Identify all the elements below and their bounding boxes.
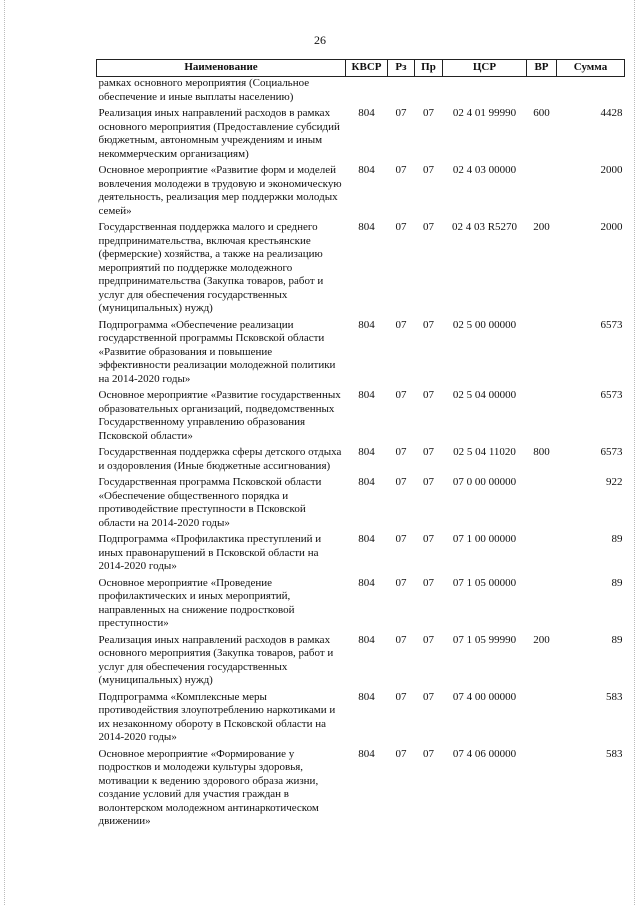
cell-rz: 07 [395,318,407,331]
cell-csr: 02 5 04 11020 [453,446,516,458]
cell-kvsr: 804 [358,533,375,545]
cell-name: Основное мероприятие «Проведение профилактических и иных мероприятий, направленных на снижение подростковой преступности» [98,576,295,629]
cell-rz: 07 [395,164,407,176]
cell-sum: 4428 [600,107,623,119]
cell-vr [527,691,557,748]
table-row [97,691,625,748]
cell-vr [527,389,557,446]
cell-csr: 07 4 06 00000 [452,747,517,760]
cell-kvsr: 804 [358,476,375,488]
cell-pr: 07 [423,633,434,646]
header-rz: Рз [388,60,415,77]
table-row [97,107,625,164]
cell-name: Основное мероприятие «Развитие государственных образовательных организаций, подведомственных Государственному управлению образования Псковской области» [98,389,341,442]
cell-rz [388,77,415,108]
cell-rz: 07 [395,633,407,646]
cell-name: Подпрограмма «Комплексные меры противодействия злоупотреблению наркотиками и их незаконному обороту в Псковской области на 2014-2020 годы» [98,690,336,743]
cell-rz: 07 [395,221,407,233]
cell-vr [527,577,557,634]
header-sum: Сумма [557,60,625,77]
cell-vr: 200 [533,633,550,646]
table-row [97,221,625,319]
cell-csr: 07 0 00 00000 [452,476,517,488]
cell-pr: 07 [423,164,434,176]
budget-table [96,59,625,832]
cell-name: Реализация иных направлений расходов в рамках основного мероприятия (Закупка товаров, работ и услуг для обеспечения государственных (муниципальных) нужд) [98,633,334,686]
cell-kvsr: 804 [358,633,375,646]
cell-rz: 07 [395,476,407,488]
cell-name: Государственная поддержка малого и среднего предпринимательства, включая крестьянские (фермерские) хозяйства, а также на реализацию мероприятий по поддержке молодежного предпринимательства (Закупка товаров, работ и услуг для обеспечения государственных (муниципальных) нужд) [98,221,324,314]
cell-sum: 6573 [600,446,623,458]
cell-sum: 583 [606,690,623,703]
cell-csr: 07 1 05 00000 [452,576,517,589]
cell-name: Основное мероприятие «Развитие форм и моделей вовлечения молодежи в трудовую и экономическую деятельность, реализация мер поддержки молодых семей» [98,164,342,217]
cell-name: рамках основного мероприятия (Социальное обеспечение и иные выплаты населению) [98,77,310,103]
table-header-row [97,60,625,77]
cell-sum: 6573 [600,389,623,401]
cell-vr [527,476,557,533]
cell-csr: 07 4 00 00000 [452,690,517,703]
cell-pr: 07 [423,533,434,545]
cell-name: Подпрограмма «Обеспечение реализации государственной программы Псковской области «Развитие образования и повышение эффективности реализации молодежной политики на 2014-2020 годы» [98,318,336,385]
cell-kvsr [346,77,388,108]
cell-kvsr: 804 [358,164,375,176]
cell-kvsr: 804 [358,576,375,589]
cell-vr [527,164,557,221]
cell-vr [527,77,557,108]
cell-csr [443,77,527,108]
page-number: 26 [314,33,326,47]
cell-sum: 2000 [600,221,623,233]
cell-vr: 600 [533,107,550,119]
cell-name: Государственная поддержка сферы детского отдыха и оздоровления (Иные бюджетные ассигнования) [98,446,342,472]
cell-sum: 89 [611,576,623,589]
cell-name: Государственная программа Псковской области «Обеспечение общественного порядка и противодействие преступности в Псковской области на 2014-2020 годы» [98,476,322,529]
cell-rz: 07 [395,690,407,703]
cell-kvsr: 804 [358,690,375,703]
cell-kvsr: 804 [358,318,375,331]
cell-sum: 922 [606,476,623,488]
cell-pr: 07 [423,446,434,458]
cell-kvsr: 804 [358,747,375,760]
cell-name: Основное мероприятие «Формирование у подростков и молодежи культуры здоровья, мотивации к ведению здорового образа жизни, создание условий для участия граждан в волонтерском молодежном антинаркотическом движении» [98,747,319,827]
table-row [97,577,625,634]
cell-pr: 07 [423,221,434,233]
table-row [97,476,625,533]
table-row [97,319,625,390]
table-row [97,533,625,577]
cell-pr: 07 [423,576,434,589]
cell-pr: 07 [423,318,434,331]
header-kvsr: КВСР [346,60,388,77]
table-row [97,77,625,108]
cell-pr: 07 [423,690,434,703]
cell-csr: 02 4 03 00000 [452,164,517,176]
cell-pr: 07 [423,476,434,488]
cell-rz: 07 [395,576,407,589]
cell-sum: 583 [606,747,623,760]
header-name: Наименование [97,60,346,77]
cell-csr: 02 5 04 00000 [452,389,517,401]
cell-csr: 02 4 03 R5270 [451,221,518,233]
right-margin-line [634,0,635,905]
cell-csr: 07 1 00 00000 [452,533,517,545]
table-row [97,164,625,221]
cell-rz: 07 [395,533,407,545]
cell-name: Реализация иных направлений расходов в рамках основного мероприятия (Предоставление субсидий бюджетным, автономным учреждениям и иным некоммерческим организациям) [98,107,340,160]
table-row [97,389,625,446]
cell-vr [527,533,557,577]
cell-pr: 07 [423,747,434,760]
cell-kvsr: 804 [358,107,375,119]
cell-vr: 800 [533,446,550,458]
cell-rz: 07 [395,446,407,458]
cell-name: Подпрограмма «Профилактика преступлений и иных правонарушений в Псковской области на 2014-2020 годы» [98,533,322,572]
cell-sum: 2000 [600,164,623,176]
cell-pr: 07 [423,107,434,119]
cell-vr: 200 [533,221,550,233]
cell-vr [527,319,557,390]
table-row [97,446,625,476]
cell-rz: 07 [395,389,407,401]
cell-kvsr: 804 [358,221,375,233]
cell-sum: 6573 [600,318,623,331]
cell-csr: 02 4 01 99990 [452,107,517,119]
cell-csr: 02 5 00 00000 [452,318,517,331]
table-row [97,748,625,832]
table-row [97,634,625,691]
cell-sum: 89 [611,533,623,545]
cell-kvsr: 804 [358,446,375,458]
cell-sum [557,77,625,108]
header-pr: Пр [415,60,443,77]
header-vr: ВР [527,60,557,77]
cell-rz: 07 [395,107,407,119]
left-margin-line [4,0,5,905]
cell-csr: 07 1 05 99990 [452,633,517,646]
header-csr: ЦСР [443,60,527,77]
cell-sum: 89 [611,633,623,646]
cell-rz: 07 [395,747,407,760]
cell-vr [527,748,557,832]
cell-pr [415,77,443,108]
cell-kvsr: 804 [358,389,375,401]
cell-pr: 07 [423,389,434,401]
